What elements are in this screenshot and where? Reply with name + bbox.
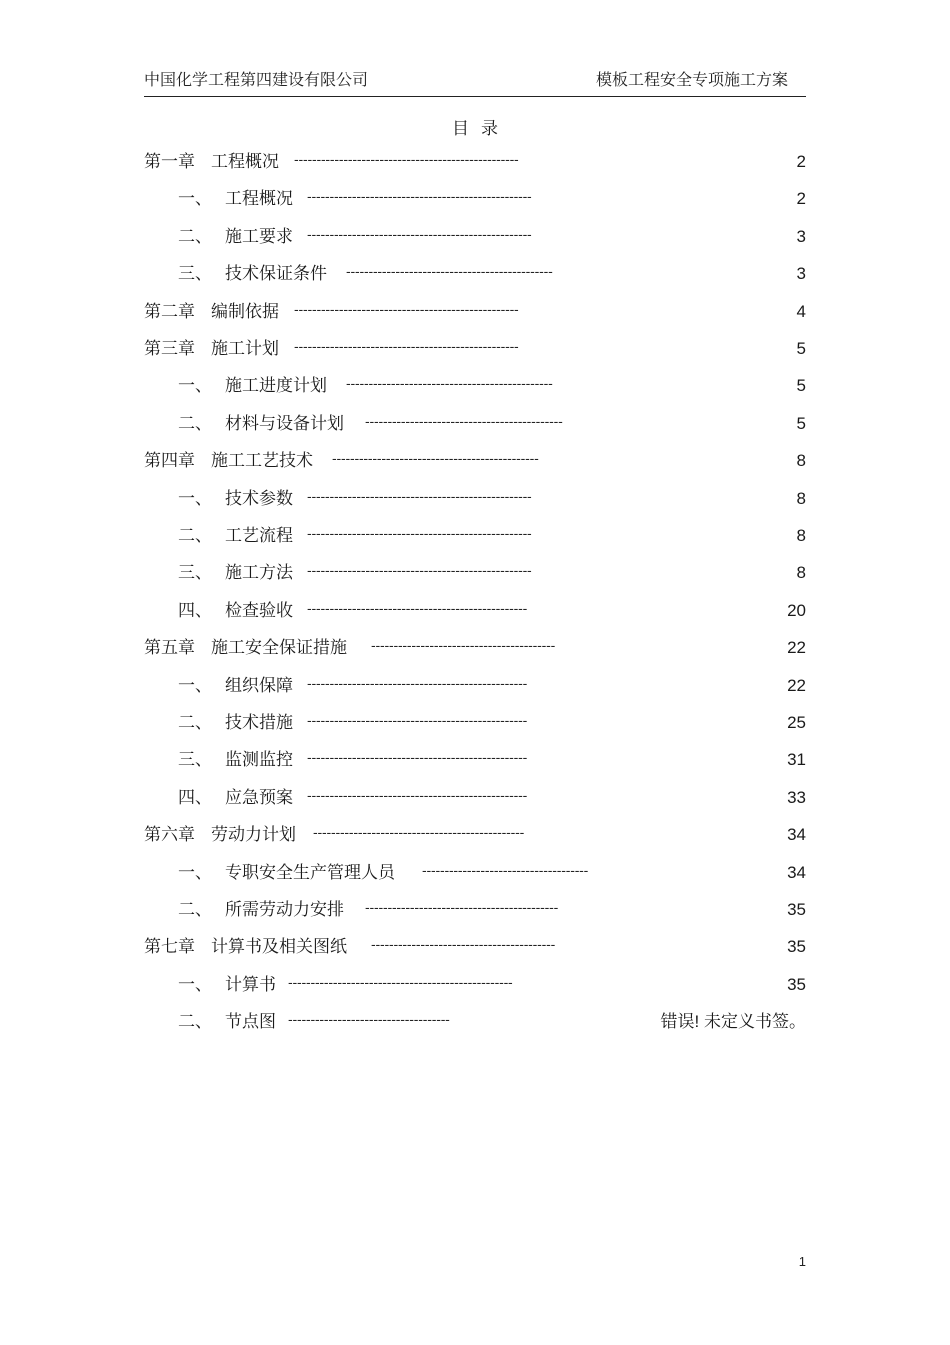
toc-page-number: 35 [787, 937, 806, 957]
toc-entry-title: 技术措施 [225, 713, 293, 733]
toc-leader-dashes: ------------------------------------------------- [307, 788, 528, 804]
toc-entry-label [144, 636, 347, 660]
toc-leader-dashes: ----------------------------------------- [371, 639, 556, 655]
toc-section-entry[interactable] [0, 561, 950, 585]
toc-section-entry[interactable] [0, 187, 950, 211]
toc-entry-label [178, 187, 293, 211]
toc-leader-dashes: ------------------------------------------------- [307, 676, 528, 692]
toc-entry-label [178, 1010, 276, 1034]
toc-entry-label [144, 935, 347, 959]
toc-leader-dashes: -------------------------------------------------- [294, 340, 519, 355]
toc-entry-title: 技术参数 [225, 488, 293, 509]
toc-entry-title: 组织保障 [225, 675, 293, 696]
toc-entry-number: 三、 [178, 750, 212, 771]
toc-page-number: 4 [796, 301, 806, 321]
toc-entry-number: 一、 [178, 189, 212, 210]
toc-chapter-entry[interactable] [0, 337, 950, 361]
toc-page-number: 5 [796, 413, 806, 433]
toc-page-number: 错误! 未定义书签。 [660, 1012, 806, 1032]
toc-leader-dashes: ------------------------------------------------- [307, 751, 528, 767]
toc-leader-dashes: -------------------------------------------------- [307, 527, 532, 542]
toc-leader-dashes: -------------------------------------------- [365, 414, 563, 430]
toc-entry-title: 节点图 [225, 1012, 276, 1033]
toc-entry-number: 第六章 [144, 825, 195, 846]
toc-entry-title: 施工工艺技术 [211, 451, 313, 472]
toc-leader-dashes: -------------------------------------------------- [307, 564, 532, 580]
toc-entry-number: 四、 [178, 600, 212, 621]
toc-chapter-entry[interactable] [0, 935, 950, 959]
toc-section-entry[interactable] [0, 599, 950, 623]
toc-title: 目录 [452, 119, 510, 139]
toc-entry-number: 第四章 [144, 451, 195, 472]
toc-page-number: 31 [787, 750, 806, 770]
toc-page-number: 35 [787, 900, 806, 919]
toc-entry-title: 施工要求 [225, 226, 293, 247]
toc-entry-number: 二、 [178, 413, 212, 434]
toc-entry-label [178, 374, 327, 398]
toc-entry-label [144, 823, 296, 847]
toc-leader-dashes: -------------------------------------------------- [307, 227, 532, 243]
toc-entry-number: 第七章 [144, 937, 195, 958]
toc-chapter-entry[interactable] [0, 150, 950, 174]
toc-section-entry[interactable] [0, 374, 950, 398]
toc-entry-label [178, 711, 293, 735]
company-name: 中国化学工程第四建设有限公司 [144, 70, 369, 89]
toc-entry-number: 二、 [178, 900, 212, 920]
toc-entry-title: 工艺流程 [225, 526, 293, 546]
toc-entry-title: 所需劳动力安排 [225, 900, 344, 920]
toc-section-entry[interactable] [0, 225, 950, 249]
toc-page-number: 22 [787, 675, 806, 695]
toc-entry-title: 计算书及相关图纸 [211, 937, 347, 958]
toc-entry-label [178, 487, 293, 511]
toc-leader-dashes: ------------------------------------------------- [307, 714, 528, 729]
toc-entry-title: 劳动力计划 [211, 825, 296, 846]
toc-section-entry[interactable] [0, 487, 950, 511]
toc-entry-label [178, 262, 327, 286]
toc-entry-label [144, 449, 313, 473]
toc-page-number: 25 [787, 713, 806, 732]
toc-entry-label [178, 748, 293, 772]
toc-page-number: 8 [796, 526, 806, 545]
toc-leader-dashes: ------------------------------------ [288, 1013, 450, 1029]
toc-chapter-entry[interactable] [0, 449, 950, 473]
toc-section-entry[interactable] [0, 711, 950, 735]
toc-entry-label [178, 561, 293, 585]
toc-leader-dashes: -------------------------------------------------- [294, 153, 519, 168]
toc-section-entry[interactable] [0, 748, 950, 772]
toc-entry-title: 施工计划 [211, 339, 279, 359]
toc-page-number: 20 [787, 600, 806, 620]
toc-section-entry[interactable] [0, 898, 950, 922]
toc-leader-dashes: ------------------------------------------------- [307, 601, 528, 617]
toc-entry-label [144, 337, 279, 361]
toc-entry-number: 二、 [178, 1012, 212, 1033]
toc-entry-title: 监测监控 [225, 750, 293, 771]
toc-entry-title: 应急预案 [225, 787, 293, 808]
toc-entry-number: 一、 [178, 488, 212, 509]
toc-entry-title: 检查验收 [225, 600, 293, 621]
toc-entry-number: 二、 [178, 526, 212, 546]
toc-entry-label [178, 973, 276, 997]
toc-page-number: 8 [796, 488, 806, 508]
toc-page-number: 33 [787, 787, 806, 807]
toc-page-number: 5 [796, 339, 806, 358]
toc-entry-label [178, 412, 344, 436]
toc-page-number: 2 [796, 152, 806, 171]
toc-leader-dashes: -------------------------------------------------- [294, 302, 519, 318]
toc-chapter-entry[interactable] [0, 636, 950, 660]
toc-leader-dashes: ---------------------------------------------- [346, 377, 553, 393]
toc-entry-number: 一、 [178, 376, 212, 397]
toc-entry-number: 三、 [178, 563, 212, 584]
toc-entry-number: 一、 [178, 862, 212, 883]
toc-page-number: 2 [796, 189, 806, 209]
toc-entry-number: 第二章 [144, 301, 195, 322]
toc-entry-label [178, 524, 293, 548]
toc-entry-number: 二、 [178, 226, 212, 247]
toc-entry-title: 工程概况 [211, 152, 279, 172]
toc-entry-number: 第三章 [144, 339, 195, 359]
toc-leader-dashes: ------------------------------------------- [365, 901, 559, 916]
toc-leader-dashes: ----------------------------------------------- [313, 826, 525, 842]
toc-page-number: 3 [796, 226, 806, 246]
toc-page-number: 34 [787, 825, 806, 845]
toc-leader-dashes: -------------------------------------------------- [288, 975, 513, 991]
toc-entry-label [178, 599, 293, 623]
toc-page-number: 5 [796, 376, 806, 396]
toc-entry-title: 施工进度计划 [225, 376, 327, 397]
toc-entry-number: 一、 [178, 974, 212, 995]
toc-chapter-entry[interactable] [0, 823, 950, 847]
toc-entry-label [178, 674, 293, 698]
toc-leader-dashes: ------------------------------------- [422, 863, 589, 879]
toc-entry-number: 第一章 [144, 152, 195, 172]
toc-section-entry[interactable] [0, 262, 950, 286]
toc-entry-title: 编制依据 [211, 301, 279, 322]
toc-page-number: 3 [796, 264, 806, 284]
toc-page-number: 8 [796, 451, 806, 471]
toc-entry-number: 二、 [178, 713, 212, 733]
toc-entry-title: 专职安全生产管理人员 [225, 862, 395, 883]
toc-entry-label [178, 786, 293, 810]
toc-entry-title: 施工方法 [225, 563, 293, 584]
toc-leader-dashes: ---------------------------------------------- [332, 452, 539, 468]
toc-section-entry[interactable] [0, 674, 950, 698]
toc-section-entry[interactable] [0, 786, 950, 810]
toc-page-number: 8 [796, 563, 806, 583]
toc-entry-number: 第五章 [144, 638, 195, 659]
toc-chapter-entry[interactable] [0, 300, 950, 324]
toc-leader-dashes: -------------------------------------------------- [307, 489, 532, 505]
toc-entry-label [178, 861, 395, 885]
toc-leader-dashes: ---------------------------------------------- [346, 265, 553, 281]
toc-entry-label [178, 225, 293, 249]
toc-section-entry[interactable] [0, 861, 950, 885]
toc-entry-title: 技术保证条件 [225, 264, 327, 285]
toc-entry-label [144, 300, 279, 324]
toc-page-number: 34 [787, 862, 806, 882]
toc-page-number: 22 [787, 638, 806, 658]
toc-section-entry[interactable] [0, 524, 950, 548]
toc-leader-dashes: ----------------------------------------- [371, 938, 556, 954]
toc-entry-title: 材料与设备计划 [225, 413, 344, 434]
toc-entry-number: 一、 [178, 675, 212, 696]
toc-entry-title: 施工安全保证措施 [211, 638, 347, 659]
toc-entry-title: 工程概况 [225, 189, 293, 210]
toc-entry-number: 四、 [178, 787, 212, 808]
toc-entry-label [144, 150, 279, 174]
toc-section-entry[interactable] [0, 412, 950, 436]
toc-page-number: 35 [787, 974, 806, 994]
toc-section-entry[interactable] [0, 973, 950, 997]
toc-entry-label [178, 898, 344, 922]
page-number: 1 [798, 1254, 806, 1269]
toc-entry-number: 三、 [178, 264, 212, 285]
document-title: 模板工程安全专项施工方案 [595, 70, 788, 89]
toc-entry-title: 计算书 [225, 974, 276, 995]
toc-section-entry[interactable] [0, 1010, 950, 1034]
toc-leader-dashes: -------------------------------------------------- [307, 190, 532, 206]
